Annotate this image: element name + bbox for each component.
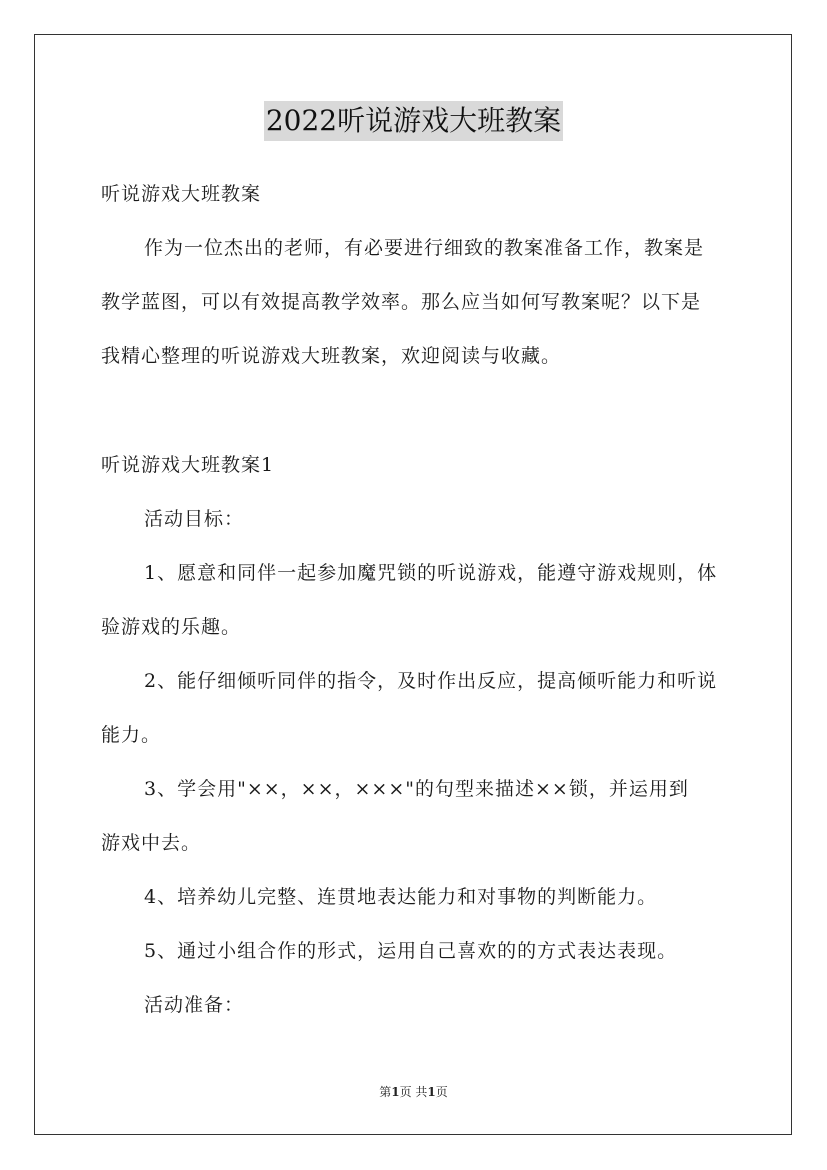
goal-4: 4、培养幼儿完整、连贯地表达能力和对事物的判断能力。 xyxy=(144,886,658,908)
footer-page-total: 1 xyxy=(427,1085,436,1099)
prep-label: 活动准备： xyxy=(144,994,245,1016)
section-heading: 听说游戏大班教案1 xyxy=(101,454,275,476)
goal-3-line-2: 游戏中去。 xyxy=(101,832,202,854)
intro-line-2: 教学蓝图，可以有效提高教学效率。那么应当如何写教案呢？以下是 xyxy=(101,291,702,313)
page-footer xyxy=(0,1083,827,1100)
goals-label: 活动目标： xyxy=(144,508,245,530)
goal-2-line-1: 2、能仔细倾听同伴的指令，及时作出反应，提高倾听能力和听说 xyxy=(144,670,718,692)
document-subtitle: 听说游戏大班教案 xyxy=(101,183,262,205)
goal-1-line-2: 验游戏的乐趣。 xyxy=(101,616,242,638)
goal-5: 5、通过小组合作的形式，运用自己喜欢的的方式表达表现。 xyxy=(144,940,678,962)
footer-page-mid: 页 共 xyxy=(399,1085,428,1099)
intro-line-1: 作为一位杰出的老师，有必要进行细致的教案准备工作，教案是 xyxy=(144,237,705,259)
goal-2-line-2: 能力。 xyxy=(101,724,162,746)
goal-3-line-1: 3、学会用"××，××，×××"的句型来描述××锁，并运用到 xyxy=(144,778,689,800)
footer-page-prefix: 第 xyxy=(379,1085,392,1099)
document-title: 2022听说游戏大班教案 xyxy=(264,101,563,141)
title-container xyxy=(0,101,827,141)
footer-page-suffix: 页 xyxy=(435,1085,448,1099)
goal-1-line-1: 1、愿意和同伴一起参加魔咒锁的听说游戏，能遵守游戏规则，体 xyxy=(144,562,718,584)
footer-page-number: 1 xyxy=(391,1085,400,1099)
intro-line-3: 我精心整理的听说游戏大班教案，欢迎阅读与收藏。 xyxy=(101,345,562,367)
